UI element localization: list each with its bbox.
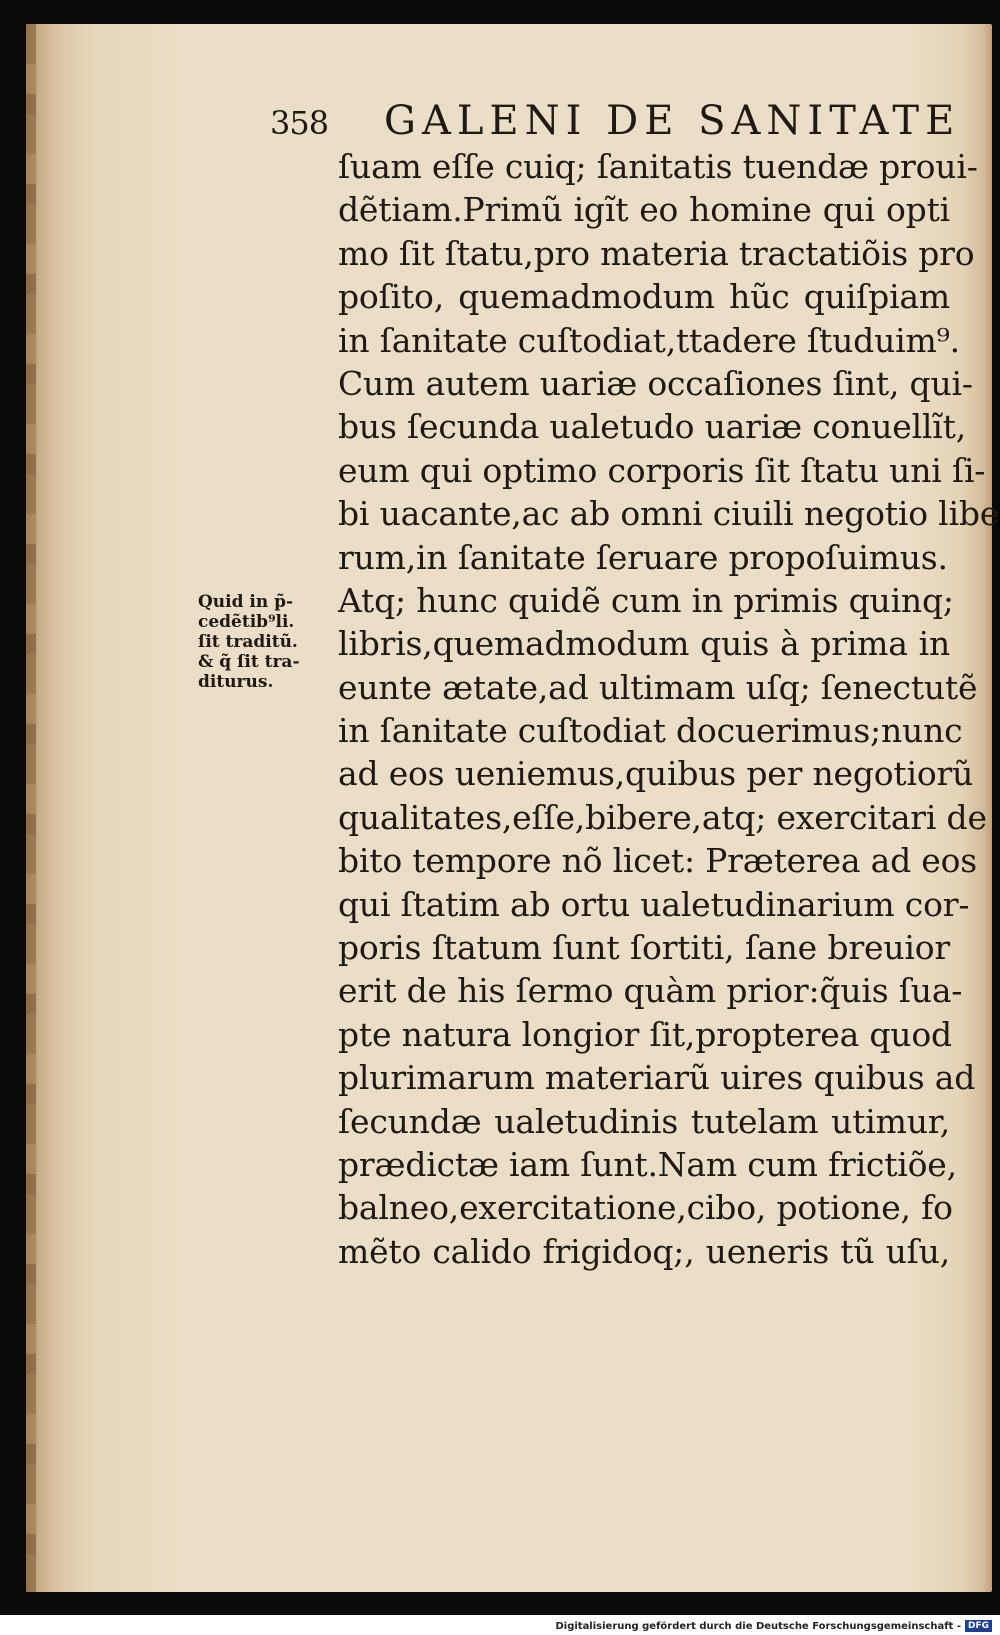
digitization-credit [555,1618,992,1634]
text-line: mẽto calido frigidoq;, ueneris tũ uſu, [338,1231,950,1271]
marginal-note-line: diturus. [198,672,274,692]
text-line: prædictæ iam ſunt.Nam cum frictiõe, [338,1144,957,1184]
text-line: bus ſecunda ualetudo uariæ conuellĩt, [338,407,966,447]
text-line: pte natura longior ſit,propterea quod [338,1014,952,1054]
text-line: qualitates,eſſe,bibere,atq; exercitari de [338,797,987,837]
text-line: bi uacante,ac ab omni ciuili negotio libe [338,494,1000,534]
text-line: Atq; hunc quidẽ cum in primis quinq; [338,580,954,620]
text-line: balneo,exercitatione,cibo, potione, fo [338,1188,953,1228]
credit-text: Digitalisierung gefördert durch die Deutsche Forschungsgemeinschaft - [555,1620,961,1632]
dfg-logo: DFG [965,1620,992,1632]
text-line: eum qui optimo corporis ſit ſtatu uni ſi- [338,450,986,490]
text-line: poris ſtatum ſunt ſortiti, ſane breuior [338,928,950,968]
text-line: Cum autem uariæ occaſiones ſint, qui- [338,363,973,403]
text-line: erit de his ſermo quàm prior:q̃uis ſua- [338,971,963,1011]
text-line: ſecundæ ualetudinis tutelam utimur, [338,1101,950,1141]
text-line: bito tempore nõ licet: Præterea ad eos [338,841,978,881]
text-line: qui ſtatim ab ortu ualetudinarium cor- [338,884,970,924]
text-line: eunte ætate,ad ultimam uſq; ſenectutẽ [338,667,978,707]
marginal-note [198,592,328,692]
text-line: libris,quemadmodum quis à prima in [338,624,950,664]
text-line: ad eos ueniemus,quibus per negotiorũ [338,754,974,794]
page-gutter [26,24,36,1592]
text-line: mo ſit ſtatu,pro materia tractatiõis pro [338,233,975,273]
marginal-note-line: cedẽtib⁹li. [198,612,295,632]
marginal-note-line: ſit traditũ. [198,632,298,652]
text-line: in ſanitate cuſtodiat docuerimus;nunc [338,711,963,751]
text-line: plurimarum materiarũ uires quibus ad [338,1058,976,1098]
marginal-note-line: & q̃ ſit tra- [198,652,300,672]
page-number: 358 [270,104,329,142]
body-text [338,145,1000,1273]
page-header [270,98,961,150]
text-line: rum,in ſanitate ſeruare propoſuimus. [338,537,948,577]
text-line: dẽtiam.Primũ igĩt eo homine qui opti [338,190,950,230]
text-line: in ſanitate cuſtodiat,ttadere ſtuduim⁹. [338,320,960,360]
running-title: GALENI DE SANITATE [384,98,961,144]
text-line: ſuam eſſe cuiq; ſanitatis tuendæ proui- [338,147,978,186]
marginal-note-line: Quid in p̃- [198,592,294,612]
text-line: poſito, quemadmodum hũc quiſpiam [338,277,950,317]
